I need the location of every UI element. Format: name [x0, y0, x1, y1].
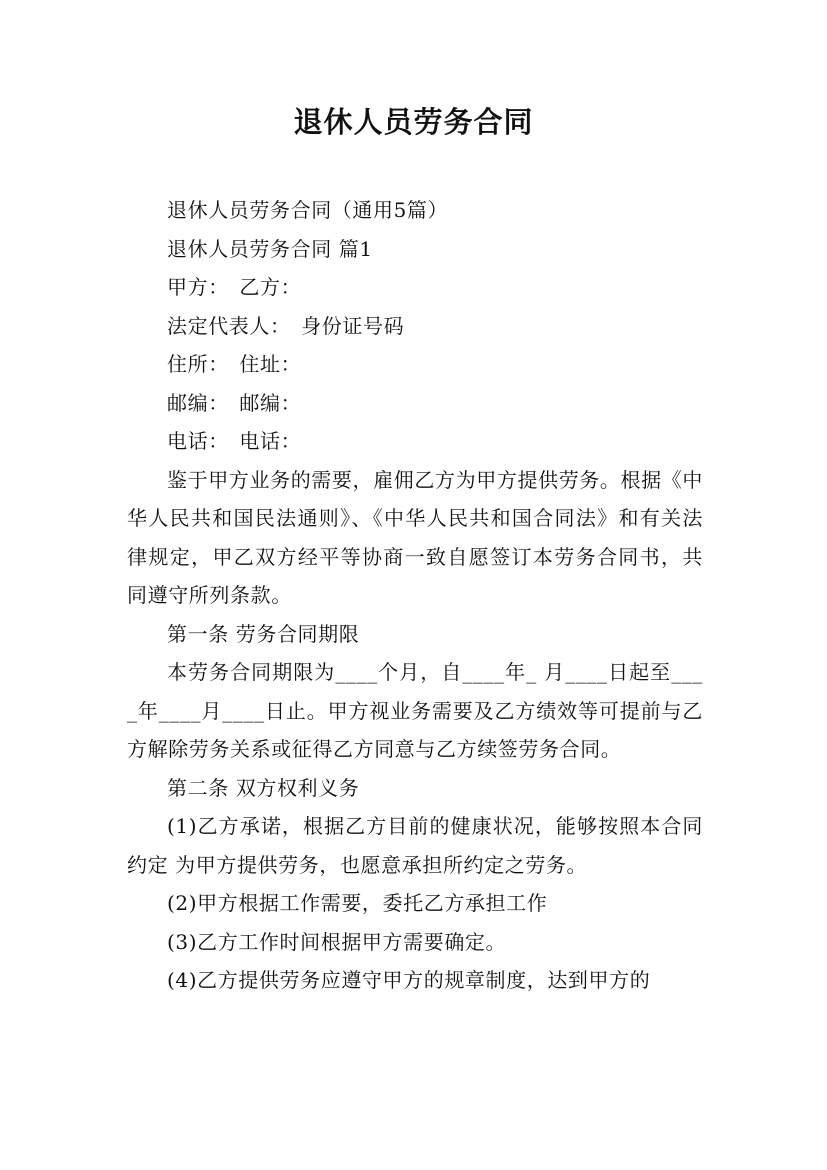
contract-term-paragraph: 本劳务合同期限为____个月，自____年_ 月____日起至____年____月____日止。甲方视业务需要及乙方绩效等可提前与乙方解除劳务关系或征得乙方同意与乙方续签劳务合同。 [127, 660, 703, 761]
address-line: 住所： 住址： [167, 352, 302, 376]
clause-paragraph: (3)乙方工作时间根据甲方需要确定。 [167, 929, 507, 954]
clause-paragraph: (2)甲方根据工作需要，委托乙方承担工作 [167, 891, 548, 915]
subtitle-paragraph: 退休人员劳务合同（通用5篇） [167, 198, 449, 222]
section-heading: 退休人员劳务合同 篇1 [167, 236, 373, 261]
clause-paragraph: (4)乙方提供劳务应遵守甲方的规章制度，达到甲方的 [167, 968, 651, 992]
document-body [127, 191, 703, 1000]
document-title: 退休人员劳务合同 [293, 105, 534, 139]
clause-paragraph: (1)乙方承诺，根据乙方目前的健康状况，能够按照本合同约定 为甲方提供劳务，也愿意承担所约定之劳务。 [127, 814, 703, 877]
party-line: 甲方： 乙方： [167, 275, 302, 299]
article-heading: 第一条 劳务合同期限 [167, 621, 360, 646]
postcode-line: 邮编： 邮编： [167, 390, 302, 415]
representative-line: 法定代表人： 身份证号码 [167, 313, 405, 338]
article-heading: 第二条 双方权利义务 [167, 775, 360, 800]
phone-line: 电话： 电话： [167, 429, 302, 453]
preamble-paragraph: 鉴于甲方业务的需要，雇佣乙方为甲方提供劳务。根据《中华人民共和国民法通则》、《中华人民共和国合同法》和有关法律规定，甲乙双方经平等协商一致自愿签订本劳务合同书，共同遵守所列条款。 [127, 467, 703, 607]
